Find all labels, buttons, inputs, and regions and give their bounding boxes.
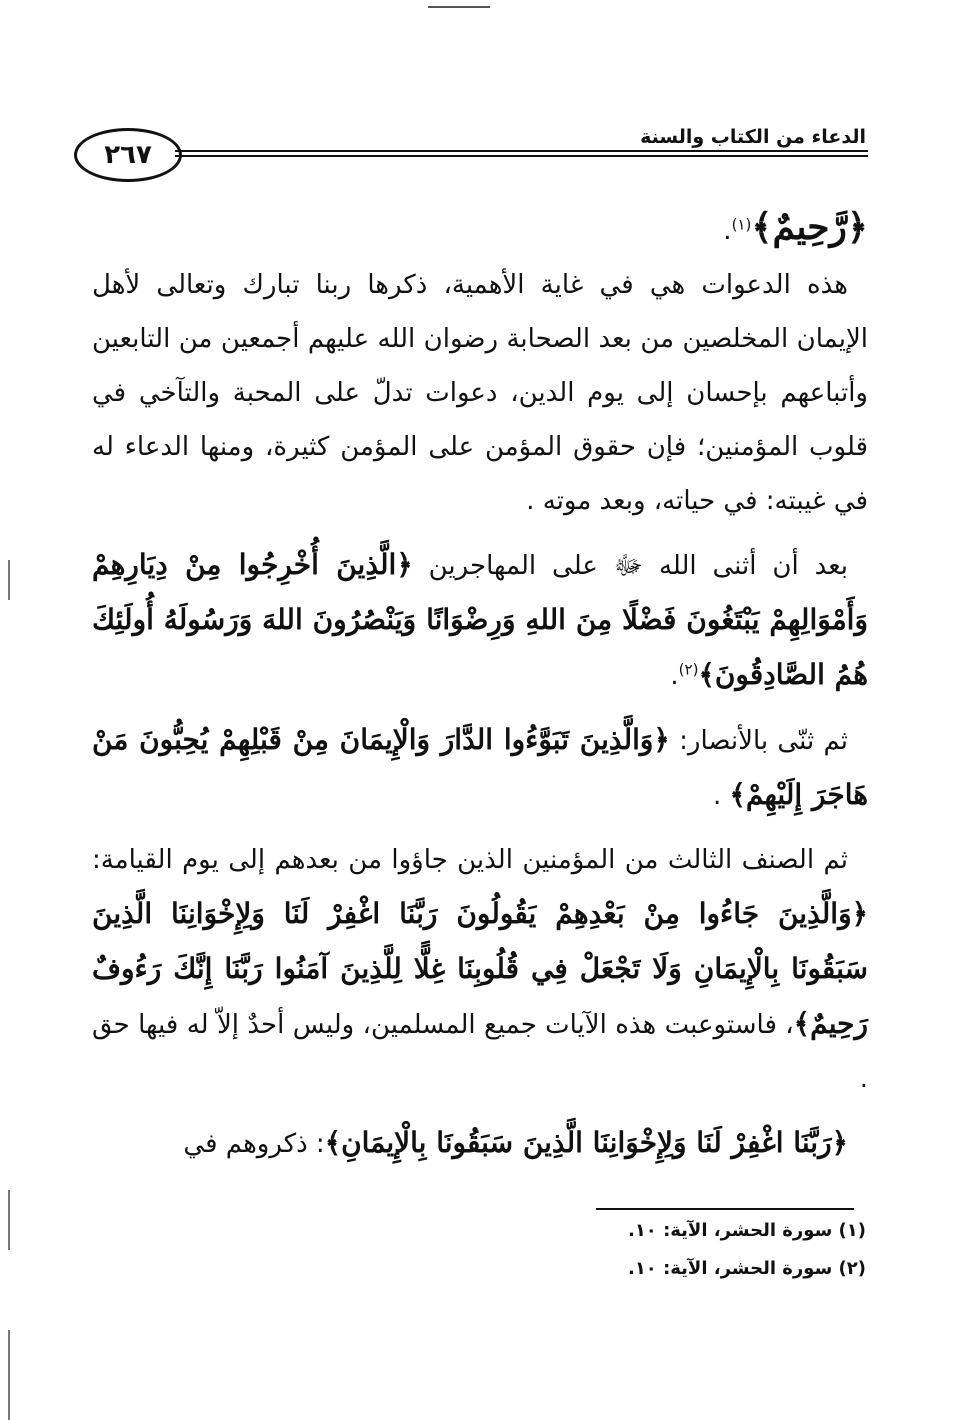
quran-verse: ﴿وَالَّذِينَ تَبَوَّءُوا الدَّارَ وَالْإِيمَانَ مِنْ قَبْلِهِمْ يُحِبُّونَ مَنْ هَاجَرَ إِلَيْهِمْ﴾ [92, 723, 868, 811]
header-rule [175, 150, 868, 152]
top-edge-mark [428, 6, 490, 8]
paragraph-muhajirin [92, 538, 868, 703]
footnote-marker: (١) [731, 215, 752, 234]
paragraph-importance [92, 258, 868, 528]
scan-margin-line [8, 1330, 10, 1420]
footnote: (٢) سورة الحشر، الآية: ١٠. [627, 1258, 866, 1279]
period: . [712, 781, 722, 811]
quran-verse: ﴿رَبَّنَا اغْفِرْ لَنَا وَلِإِخْوَانِنَا الَّذِينَ سَبَقُونَا بِالْإِيمَانِ﴾ [324, 1126, 848, 1159]
footnote: (١) سورة الحشر، الآية: ١٠. [627, 1220, 866, 1241]
footnote-marker: (٢) [678, 660, 699, 679]
scan-margin-line [8, 1190, 10, 1250]
body-text [92, 200, 868, 1171]
paragraph-third-group [92, 833, 868, 1106]
quran-verse: ﴿رَّحِيمٌ﴾ [751, 206, 868, 248]
paragraph-rabbana [92, 1116, 868, 1171]
period: . [670, 661, 679, 691]
paragraph-text: : ذكروهم في [183, 1129, 325, 1159]
period: . [723, 216, 732, 246]
page-number-text: ٢٦٧ [104, 140, 152, 170]
footnotes [628, 1212, 866, 1288]
quran-verse: ﴿الَّذِينَ أُخْرِجُوا مِنْ دِيَارِهِمْ وَأَمْوَالِهِمْ يَبْتَغُونَ فَضْلًا مِنَ اللهِ وَرِضْوَانًا وَيَنْصُرُونَ اللهَ وَرَسُولَهُ أُولَئِكَ هُمُ الصَّادِقُونَ﴾ [92, 548, 868, 691]
paragraph-text: ثم الصنف الثالث من المؤمنين الذين جاؤوا من بعدهم إلى يوم القيامة: [92, 845, 848, 875]
header-rule [175, 155, 868, 157]
running-title: الدعاء من الكتاب والسنة [640, 126, 866, 148]
page-number [74, 128, 182, 182]
paragraph-text: ، فاستوعبت هذه الآيات جميع المسلمين، وليس أحدٌ إلاّ له فيها حق . [92, 1010, 868, 1094]
paragraph-text: هذه الدعوات هي في غاية الأهمية، ذكرها ربنا تبارك وتعالى لأهل الإيمان المخلصين من بعد الصحابة رضوان الله عليهم أجمعين من التابعين وأتباعهم بإحسان إلى يوم الدين، دعوات تدلّ على المحبة والتآخي في قلوب المؤمنين؛ فإن حقوق المؤمن على المؤمن كثيرة، ومنها الدعاء له في غيبته: في حياته، وبعد موته . [92, 270, 868, 516]
paragraph-text: بعد أن أثنى الله ﷻ على المهاجرين [428, 551, 848, 581]
paragraph-ansar [92, 713, 868, 823]
paragraph-text: ثم ثنّى بالأنصار: [679, 726, 849, 756]
paragraph-verse-ending [92, 200, 868, 258]
footnote-rule [596, 1208, 854, 1210]
scan-margin-line [8, 560, 10, 600]
quran-verse: ﴿وَالَّذِينَ جَاءُوا مِنْ بَعْدِهِمْ يَقُولُونَ رَبَّنَا اغْفِرْ لَنَا وَلِإِخْوَانِنَا الَّذِينَ سَبَقُونَا بِالْإِيمَانِ وَلَا تَجْعَلْ فِي قُلُوبِنَا غِلًّا لِلَّذِينَ آمَنُوا رَبَّنَا إِنَّكَ رَءُوفٌ رَحِيمٌ﴾ [92, 897, 868, 1040]
